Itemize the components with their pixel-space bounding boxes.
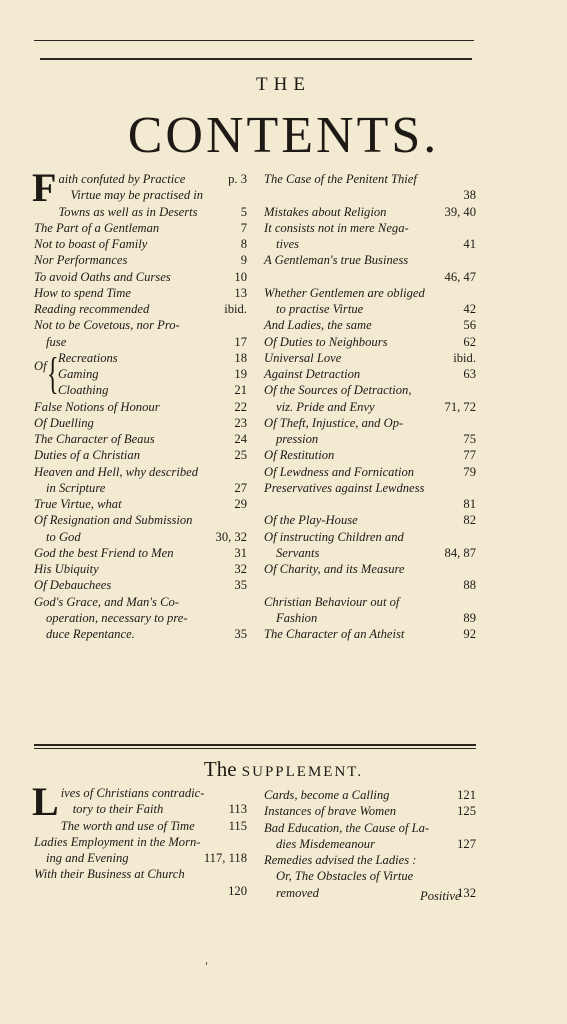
- contents-entry: [264, 204, 476, 220]
- entry-page-number: 9: [240, 253, 247, 268]
- contents-entry: [34, 269, 247, 285]
- entry-page-number: 82: [463, 513, 476, 528]
- contents-entry: [264, 480, 476, 496]
- entry-page-number: 23: [234, 415, 247, 430]
- entry-title: Of Debauchees: [34, 578, 112, 593]
- supplement-right-column: [264, 787, 476, 901]
- entry-page-number: 56: [463, 318, 476, 333]
- entry-title: God the best Friend to Men: [34, 545, 174, 560]
- entry-title: Remedies advised the Ladies :: [264, 853, 417, 867]
- supplement-left-column: [32, 779, 247, 899]
- entry-title: And Ladies, the same: [264, 318, 372, 333]
- entry-page-number: 127: [457, 836, 476, 851]
- contents-entry: [34, 464, 247, 480]
- right-entries-block: [264, 171, 476, 642]
- contents-entry: [34, 236, 247, 252]
- entry-page-number: 27: [234, 480, 247, 495]
- contents-entry: [264, 252, 476, 268]
- brace-glyph: {: [47, 348, 59, 398]
- contents-entry: [34, 561, 247, 577]
- entry-title: Of the Sources of Detraction,: [264, 383, 412, 398]
- entry-title: viz. Pride and Envy: [276, 399, 375, 414]
- contents-entry: [34, 545, 247, 561]
- contents-entry: [34, 512, 247, 528]
- entry-page-number: 113: [228, 802, 247, 817]
- contents-title: CONTENTS.: [127, 107, 440, 164]
- contents-entry: [264, 447, 476, 463]
- contents-entry: [264, 220, 476, 236]
- supplement-left-entries: [32, 779, 247, 899]
- entry-page-number: 89: [463, 610, 476, 625]
- contents-left-column: [32, 165, 247, 642]
- contents-entry: [34, 480, 247, 496]
- contents-entry: [264, 868, 476, 884]
- entry-title: pression: [276, 432, 319, 446]
- contents-entry: [264, 301, 476, 317]
- contents-entry: [34, 818, 247, 834]
- contents-entry: [34, 866, 247, 882]
- entry-title: The Character of an Atheist: [264, 627, 405, 641]
- entry-title: tives: [276, 237, 300, 251]
- entry-title: Cards, become a Calling: [264, 788, 390, 802]
- contents-entry: [264, 334, 476, 350]
- contents-entry: [264, 350, 476, 366]
- contents-entry: [34, 577, 247, 593]
- contents-entry: [264, 852, 476, 868]
- entry-page-number: 13: [234, 285, 247, 300]
- contents-entry: [264, 399, 476, 415]
- entry-page-number: 31: [234, 545, 247, 560]
- entry-title: Whether Gentlemen are obliged: [264, 285, 425, 300]
- contents-entry: [264, 171, 476, 187]
- entry-page-number: 115: [228, 818, 247, 833]
- entry-title: Of Duties to Neighbours: [264, 334, 388, 349]
- entry-title: Fashion: [276, 610, 318, 625]
- entry-page-number: 77: [463, 448, 476, 463]
- entry-title: Of Duelling: [34, 415, 94, 430]
- contents-entry: [264, 803, 476, 819]
- of-brace-label: Of: [34, 358, 47, 373]
- contents-entry: [34, 285, 247, 301]
- entry-title: to practise Virtue: [276, 302, 364, 316]
- entry-page-number: 42: [463, 302, 476, 316]
- entry-page-number: 17: [234, 334, 247, 349]
- entry-title: Virtue may be practised in: [70, 188, 204, 203]
- entry-page-number: 92: [463, 627, 476, 641]
- contents-entry: [264, 366, 476, 382]
- entry-title: Of Resignation and Submission: [34, 513, 193, 528]
- entry-title: Cloathing: [58, 383, 109, 398]
- entry-page-number: 21: [234, 383, 247, 398]
- entry-page-number: 117, 118: [203, 851, 247, 865]
- entry-page-number: 35: [234, 578, 247, 593]
- entry-title: The Case of the Penitent Thief: [264, 172, 417, 186]
- entry-page-number: 62: [463, 334, 476, 349]
- entry-page-number: 25: [234, 448, 247, 463]
- entry-title: Recreations: [58, 350, 118, 365]
- entry-title: How to spend Time: [34, 285, 131, 300]
- contents-entry: [264, 464, 476, 480]
- entry-page-number: 8: [240, 237, 247, 251]
- entry-title: Ladies Employment in the Morn-: [34, 834, 201, 849]
- contents-entry: [264, 610, 476, 626]
- entry-title: removed: [276, 885, 319, 900]
- entry-page-number: 121: [457, 788, 476, 802]
- entry-page-number: 75: [463, 432, 476, 446]
- paper-speck: [206, 962, 207, 965]
- entry-title: Reading recommended: [34, 302, 150, 316]
- contents-entry: [264, 317, 476, 333]
- entry-title: ives of Christians contradic-: [60, 786, 205, 800]
- entry-page-number: 71, 72: [444, 399, 476, 414]
- contents-entry: [264, 787, 476, 803]
- entry-title: Nor Performances: [34, 253, 128, 268]
- supplement-rule-thin: [34, 748, 476, 749]
- contents-entry: [264, 836, 476, 852]
- contents-entry: [34, 850, 247, 866]
- contents-entry: [34, 626, 247, 642]
- contents-entry: [34, 883, 247, 899]
- left-entries-block-2: [34, 399, 247, 643]
- drop-cap: F: [32, 165, 57, 210]
- entry-title: The worth and use of Time: [60, 818, 195, 833]
- heading-the: THE: [256, 74, 311, 95]
- contents-entry: [264, 187, 476, 203]
- contents-entry: [264, 236, 476, 252]
- entry-title: To avoid Oaths and Curses: [34, 269, 171, 284]
- contents-entry: [264, 512, 476, 528]
- contents-entry: [264, 626, 476, 642]
- entry-page-number: 32: [234, 562, 247, 576]
- entry-title: The Part of a Gentleman: [34, 220, 160, 235]
- entry-page-number: ibid.: [453, 350, 476, 365]
- contents-entry: [264, 285, 476, 301]
- contents-entry: [34, 529, 247, 545]
- entry-title: His Ubiquity: [34, 562, 99, 576]
- entry-title: Not to be Covetous, nor Pro-: [34, 318, 180, 333]
- contents-entry: [264, 545, 476, 561]
- entry-page-number: 24: [234, 432, 247, 446]
- contents-entry: [34, 301, 247, 317]
- entry-page-number: 39, 40: [444, 204, 476, 219]
- entry-page-number: 120: [228, 883, 247, 898]
- entry-page-number: ibid.: [224, 302, 247, 316]
- entry-page-number: 5: [240, 204, 247, 219]
- entry-page-number: 18: [234, 350, 247, 365]
- entry-page-number: 88: [463, 578, 476, 593]
- contents-entry: [264, 577, 476, 593]
- contents-entry: [264, 415, 476, 431]
- contents-entry: [34, 317, 247, 333]
- entry-title: Preservatives against Lewdness: [264, 480, 425, 495]
- top-rule-thin: [34, 40, 474, 41]
- entry-title: The Character of Beaus: [34, 432, 155, 446]
- contents-entry: [34, 834, 247, 850]
- contents-entry: [34, 431, 247, 447]
- top-rule-thick: [40, 58, 472, 60]
- entry-title: A Gentleman's true Business: [264, 253, 409, 268]
- entry-title: duce Repentance.: [46, 627, 135, 641]
- entry-page-number: 7: [240, 220, 247, 235]
- entry-title: True Virtue, what: [34, 497, 122, 511]
- of-brace-items: [34, 350, 247, 399]
- entry-title: Universal Love: [264, 350, 342, 365]
- entry-title: Gaming: [58, 367, 99, 381]
- entry-title: Instances of brave Women: [264, 804, 397, 819]
- entry-title: Of instructing Children and: [264, 529, 404, 544]
- supplement-title-the: The: [203, 757, 237, 781]
- entry-page-number: 30, 32: [215, 529, 247, 544]
- entry-page-number: 22: [234, 399, 247, 414]
- contents-entry: [264, 431, 476, 447]
- entry-title: operation, necessary to pre-: [46, 610, 188, 625]
- supplement-rule-thick: [34, 744, 476, 746]
- contents-entry: [264, 496, 476, 512]
- of-brace-group: [34, 350, 247, 399]
- entry-title: dies Misdemeanour: [276, 836, 375, 851]
- entry-title: Heaven and Hell, why described: [34, 464, 199, 479]
- supplement-title-word: SUPPLEMENT.: [241, 764, 364, 780]
- entry-title: False Notions of Honour: [34, 399, 160, 414]
- entry-page-number: 132: [457, 885, 476, 900]
- contents-entry: [34, 334, 247, 350]
- contents-entry: [34, 496, 247, 512]
- entry-title: ing and Evening: [46, 851, 129, 865]
- contents-entry: [34, 220, 247, 236]
- entry-page-number: 38: [463, 188, 476, 203]
- contents-entry: [264, 820, 476, 836]
- entry-title: Of Theft, Injustice, and Op-: [264, 415, 404, 430]
- contents-entry: [34, 415, 247, 431]
- contents-entry: [34, 187, 247, 203]
- contents-entry: [264, 269, 476, 285]
- contents-entry: [34, 382, 247, 398]
- entry-title: With their Business at Church: [34, 867, 185, 882]
- entry-title: Against Detraction: [264, 367, 361, 381]
- contents-entry: [34, 366, 247, 382]
- contents-entry: [264, 382, 476, 398]
- entry-page-number: 29: [234, 497, 247, 511]
- entry-title: fuse: [46, 334, 67, 349]
- entry-page-number: 19: [234, 367, 247, 381]
- entry-page-number: 125: [457, 804, 476, 819]
- contents-entry: [34, 447, 247, 463]
- entry-title: Of Lewdness and Fornication: [264, 464, 415, 479]
- entry-title: to God: [46, 529, 81, 544]
- entry-page-number: 84, 87: [444, 545, 476, 560]
- contents-entry: [34, 252, 247, 268]
- supplement-title: [0, 757, 567, 782]
- entry-title: Bad Education, the Cause of La-: [264, 820, 430, 835]
- entry-page-number: 35: [234, 627, 247, 641]
- entry-page-number: 63: [463, 367, 476, 381]
- entry-title: It consists not in mere Nega-: [264, 220, 409, 235]
- entry-title: Towns as well as in Deserts: [58, 204, 198, 219]
- catchword: Positive: [420, 889, 461, 903]
- entry-title: Of the Play-House: [264, 513, 358, 528]
- supplement-right-entries: [264, 787, 476, 901]
- entry-title: Of Charity, and its Measure: [264, 562, 405, 576]
- entry-title: God's Grace, and Man's Co-: [34, 594, 179, 609]
- contents-entry: [264, 594, 476, 610]
- entry-page-number: 10: [234, 269, 247, 284]
- entry-title: Servants: [276, 545, 320, 560]
- drop-cap: L: [32, 779, 59, 824]
- entry-page-number: 79: [463, 464, 476, 479]
- entry-title: Of Restitution: [264, 448, 335, 463]
- entry-title: in Scripture: [46, 480, 106, 495]
- entry-title: tory to their Faith: [72, 802, 164, 817]
- entry-title: Or, The Obstacles of Virtue: [276, 869, 414, 884]
- entry-title: Not to boast of Family: [34, 237, 148, 251]
- entry-title: aith confuted by Practice: [58, 172, 186, 186]
- contents-entry: [264, 561, 476, 577]
- contents-entry: [34, 350, 247, 366]
- contents-entry: [34, 610, 247, 626]
- contents-entry: [34, 399, 247, 415]
- entry-page-number: 46, 47: [444, 269, 476, 284]
- entry-title: Christian Behaviour out of: [264, 594, 400, 609]
- entry-title: Duties of a Christian: [34, 448, 141, 463]
- entry-page-number: 41: [463, 237, 476, 251]
- contents-entry: [264, 529, 476, 545]
- entry-page-number: 81: [463, 497, 476, 511]
- entry-title: Mistakes about Religion: [264, 204, 387, 219]
- contents-entry: [34, 204, 247, 220]
- left-entries-block-1: [32, 165, 247, 350]
- contents-entry: [34, 801, 247, 817]
- entry-page-number: p. 3: [228, 172, 247, 186]
- contents-right-column: [264, 171, 476, 642]
- contents-entry: [34, 594, 247, 610]
